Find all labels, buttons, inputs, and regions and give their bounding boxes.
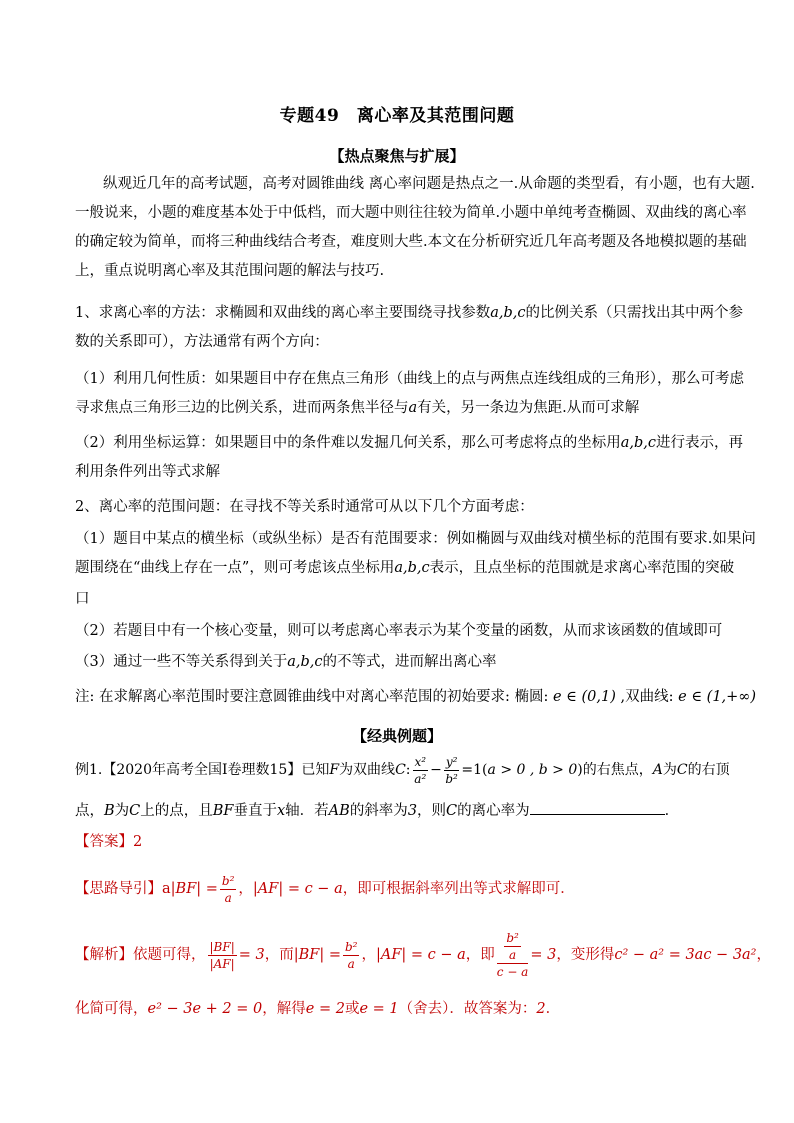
text: 依题可得，: [133, 947, 206, 963]
section-heading-hotspot: 【热点聚焦与扩展】: [329, 147, 465, 165]
text: ，解得: [262, 1001, 306, 1017]
fraction-b2-a: [220, 873, 237, 906]
math-eq-3: = 3: [238, 947, 265, 963]
math-BF-abs: |BF| =: [293, 947, 341, 963]
text: 为: [662, 762, 677, 778]
math-3: 3: [407, 803, 418, 819]
guide-label: 【思路导引】: [75, 881, 162, 897]
range-item-3: [75, 651, 725, 673]
answer-blank: [530, 800, 665, 815]
denominator: a: [224, 890, 232, 905]
numerator: [497, 930, 529, 964]
text: 化简可得，: [75, 1001, 148, 1017]
text: （舍去）．故答案为：: [398, 1001, 537, 1017]
math-C: C: [129, 803, 141, 819]
ellipse-range: e ∈ (0,1): [552, 689, 616, 705]
text: 为双曲线: [339, 762, 396, 778]
text: ，变形得: [556, 947, 615, 963]
denominator: a²: [414, 771, 427, 786]
solution-line-1: [75, 925, 771, 991]
math-abc: a,b,c: [490, 305, 526, 321]
intro-line-4: 上，重点说明离心率及其范围问题的解法与技巧.: [75, 263, 385, 279]
text: 的右焦点，: [582, 762, 653, 778]
fraction-y2-b2: [444, 754, 460, 787]
math-BF-abs: |BF| =: [170, 881, 218, 897]
answer-label: 【答案】: [75, 834, 133, 850]
text: 或: [344, 1001, 360, 1017]
math-x: x: [276, 803, 286, 819]
denominator: a: [347, 956, 355, 971]
inner-fraction: [504, 930, 521, 963]
text: （3）通过一些不等关系得到关于: [75, 654, 288, 670]
text: ，即: [465, 947, 495, 963]
math-B: B: [104, 803, 115, 819]
math-deform: c² − a² = 3ac − 3a²: [614, 947, 757, 963]
denominator: |AF|: [209, 956, 235, 971]
text: 的右顶: [687, 762, 730, 778]
range-item-1-line-2: [75, 557, 735, 579]
compound-fraction: [497, 930, 529, 980]
answer-value: 2: [133, 834, 143, 850]
solution-line-2: [75, 998, 725, 1020]
answer-line: [75, 831, 725, 853]
text: （2）利用坐标运算：如果题目中的条件难以发掘几何关系，那么可考虑将点的坐标用: [75, 435, 621, 451]
text: 表示，且点坐标的范围就是求离心率范围的突破: [429, 560, 735, 576]
math-a: a: [408, 400, 418, 416]
method-line-2: 数的关系即可），方法通常有两个方向：: [75, 334, 329, 350]
note-line: [75, 686, 757, 708]
example-1-line-1: [75, 753, 730, 787]
text: 上的点，且: [140, 803, 213, 819]
math-F: F: [329, 762, 340, 778]
text: 的不等式，进而解出离心率: [322, 654, 497, 670]
fraction-x2-a2: [413, 754, 429, 787]
text: 的比例关系（只需找出其中两个参: [525, 305, 744, 321]
text: ．: [664, 803, 680, 819]
math-abc: a,b,c: [287, 654, 323, 670]
range-line-1: 2、离心率的范围问题：在寻找不等关系时通常可从以下几个方面考虑：: [75, 499, 534, 515]
math-root-1: e = 2: [305, 1001, 345, 1017]
range-item-2: （2）若题目中有一个核心变量，则可以考虑离心率表示为某个变量的函数，从而求该函数的值域即可: [75, 623, 723, 639]
text: 进行表示，再: [656, 435, 744, 451]
numerator: x²: [414, 754, 427, 769]
range-item-1-line-3: 口: [75, 591, 90, 607]
final-answer: 2: [536, 1001, 546, 1017]
math-quadratic: e² − 3e + 2 = 0: [147, 1001, 263, 1017]
text: ，: [361, 947, 376, 963]
text: a: [162, 881, 171, 897]
text: :: [405, 762, 411, 778]
text: 注: 在求解离心率范围时要注意圆锥曲线中对离心率范围的初始要求: 椭圆:: [75, 689, 549, 705]
guide-line: [75, 870, 725, 908]
math-C: C: [395, 762, 406, 778]
text: 题围绕在“曲线上存在一点”，则可考虑该点坐标用: [75, 560, 395, 576]
numerator: b²: [221, 873, 235, 888]
numerator: b²: [506, 931, 519, 945]
method-item-2-line-2: 利用条件列出等式求解: [75, 464, 220, 480]
hyperbola-range: e ∈ (1,+∞): [678, 689, 757, 705]
page-title: 专题49 离心率及其范围问题: [279, 106, 515, 126]
math-AF-abs: |AF| = c − a: [375, 947, 466, 963]
text: 为: [114, 803, 130, 819]
text: 的斜率为: [349, 803, 408, 819]
math-root-2: e = 1: [359, 1001, 399, 1017]
text: 有关，另一条边为焦距.从而可求解: [417, 400, 640, 416]
method-line-1: [75, 302, 744, 324]
example-1-line-2: [75, 800, 725, 822]
text: 例1.【2020年高考全国Ⅰ卷理数15】已知: [75, 762, 330, 778]
minus-sign: −: [430, 762, 442, 778]
range-item-1-line-1: （1）题目中某点的横坐标（或纵坐标）是否有范围要求：例如椭圆与双曲线对横坐标的范围有要求.如果问: [75, 531, 756, 547]
text: 寻求焦点三角形三边的比例关系，进而两条焦半径与: [75, 400, 409, 416]
text: =1(: [461, 762, 488, 778]
method-item-2-line-1: [75, 432, 744, 454]
text: 点，: [75, 803, 104, 819]
section-heading-examples: 【经典例题】: [351, 727, 442, 745]
numerator: |BF|: [209, 939, 235, 954]
text: ): [577, 762, 583, 778]
math-A: A: [652, 762, 663, 778]
math-AB: AB: [328, 803, 350, 819]
intro-line-1: 纵观近几年的高考试题，高考对圆锥曲线 离心率问题是热点之一.从命题的类型看，有小题，也有大题.: [103, 176, 755, 192]
denominator: a: [508, 948, 517, 962]
text: ，则: [417, 803, 447, 819]
text: 轴．若: [285, 803, 329, 819]
numerator: y²: [445, 754, 458, 769]
math-C: C: [446, 803, 458, 819]
method-item-1-line-1: （1）利用几何性质：如果题目中存在焦点三角形（曲线上的点与两焦点连线组成的三角形），那么可考虑: [75, 371, 744, 387]
text: ．: [545, 1001, 561, 1017]
text: 1、求离心率的方法：求椭圆和双曲线的离心率主要围绕寻找参数: [75, 305, 491, 321]
math-C: C: [676, 762, 688, 778]
text: 的离心率为: [457, 803, 530, 819]
method-item-1-line-2: [75, 397, 725, 419]
numerator: b²: [344, 939, 358, 954]
fraction-b2-a: [343, 939, 360, 972]
solution-label: 【解析】: [75, 947, 133, 963]
math-BF: BF: [212, 803, 234, 819]
fraction-BF-AF: [208, 939, 237, 972]
math-abc: a,b,c: [394, 560, 430, 576]
text: ,双曲线:: [620, 689, 674, 705]
denominator: b²: [445, 771, 458, 786]
math-AF-abs: |AF| = c − a: [252, 881, 343, 897]
text: ，: [756, 947, 771, 963]
text: 垂直于: [233, 803, 277, 819]
intro-line-3: 的确定较为简单，而将三种曲线结合考查，难度则大些.本文在分析研究近几年高考题及各地模拟题的基础: [75, 234, 747, 250]
condition: a > 0 , b > 0: [487, 762, 578, 778]
denominator: c − a: [496, 965, 529, 979]
text: ，而: [264, 947, 294, 963]
text: ，: [238, 881, 253, 897]
math-eq-3: = 3: [530, 947, 557, 963]
math-abc: a,b,c: [620, 435, 657, 451]
intro-line-2: 一般说来，小题的难度基本处于中低档，而大题中则往往较为简单.小题中单纯考查椭圆、双曲线的离心率: [75, 205, 747, 221]
text: ，即可根据斜率列出等式求解即可．: [342, 881, 575, 897]
